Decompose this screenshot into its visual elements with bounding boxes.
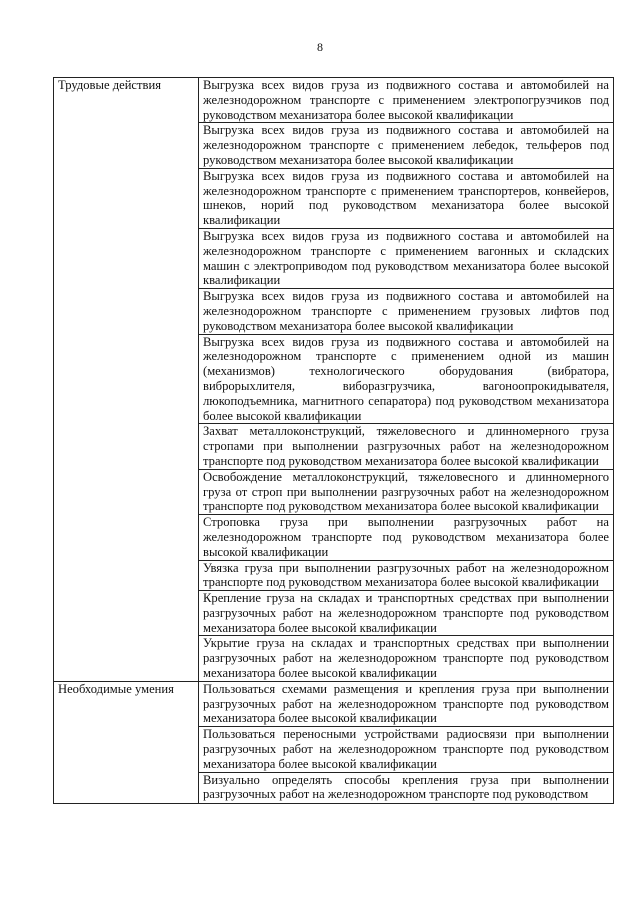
table-row — [54, 681, 614, 726]
table-cell: Выгрузка всех видов груза из подвижного состава и автомобилей на железнодорожном транспорте с применением вагонных и складских машин с электроприводом под руководством механизатора более высокой квалификации — [199, 228, 614, 288]
page-number: 8 — [317, 40, 323, 54]
continued-text: Визуально определять способы крепления груза при выполнении разгрузочных работ на железнодорожном транспорте под руководством — [203, 772, 609, 802]
table-cell: Крепление груза на складах и транспортных средствах при выполнении разгрузочных работ на железнодорожном транспорте под руководством механизатора более высокой квалификации — [199, 591, 614, 636]
table-cell: Пользоваться схемами размещения и крепления груза при выполнении разгрузочных работ на железнодорожном транспорте под руководством механизатора более высокой квалификации — [199, 681, 614, 726]
table-row — [54, 78, 614, 123]
table-cell: Увязка груза при выполнении разгрузочных работ на железнодорожном транспорте под руководством механизатора более высокой квалификации — [199, 560, 614, 591]
table-cell: Освобождение металлоконструкций, тяжеловесного и длинномерного груза от строп при выполнении разгрузочных работ на железнодорожном транспорте под руководством механизатора более высокой квалификации — [199, 469, 614, 514]
table-cell: Выгрузка всех видов груза из подвижного состава и автомобилей на железнодорожном транспорте с применением электропогрузчиков под руководством механизатора более высокой квалификации — [199, 78, 614, 123]
table-cell: Строповка груза при выполнении разгрузочных работ на железнодорожном транспорте под руководством механизатора более высокой квалификации — [199, 515, 614, 560]
table-cell: Захват металлоконструкций, тяжеловесного и длинномерного груза стропами при выполнении разгрузочных работ на железнодорожном транспорте под руководством механизатора более высокой квалификации — [199, 424, 614, 469]
section-label-labor-actions: Трудовые действия — [54, 78, 199, 682]
table-cell: Выгрузка всех видов груза из подвижного состава и автомобилей на железнодорожном транспорте с применением лебедок, тельферов под руководством механизатора более высокой квалификации — [199, 123, 614, 168]
table-cell: Выгрузка всех видов груза из подвижного состава и автомобилей на железнодорожном транспорте с применением транспортеров, конвейеров, шнеков, норий под руководством механизатора более высокой квалификации — [199, 168, 614, 228]
table-cell: Выгрузка всех видов груза из подвижного состава и автомобилей на железнодорожном транспорте с применением грузовых лифтов под руководством механизатора более высокой квалификации — [199, 289, 614, 334]
table-cell-continued — [199, 772, 614, 803]
table-cell: Выгрузка всех видов груза из подвижного состава и автомобилей на железнодорожном транспорте с применением одной из машин (механизмов) технологического оборудования (вибратора, виброрыхлителя, виборазгрузчика, вагоноопрокидывателя, люкоподъемника, магнитного сепаратора) под руководством механизатора более высокой квалификации — [199, 334, 614, 424]
table-cell: Укрытие груза на складах и транспортных средствах при выполнении разгрузочных работ на железнодорожном транспорте под руководством механизатора более высокой квалификации — [199, 636, 614, 681]
table-cell: Пользоваться переносными устройствами радиосвязи при выполнении разгрузочных работ на железнодорожном транспорте под руководством механизатора более высокой квалификации — [199, 727, 614, 772]
requirements-table — [53, 77, 614, 804]
section-label-required-skills: Необходимые умения — [54, 681, 199, 803]
